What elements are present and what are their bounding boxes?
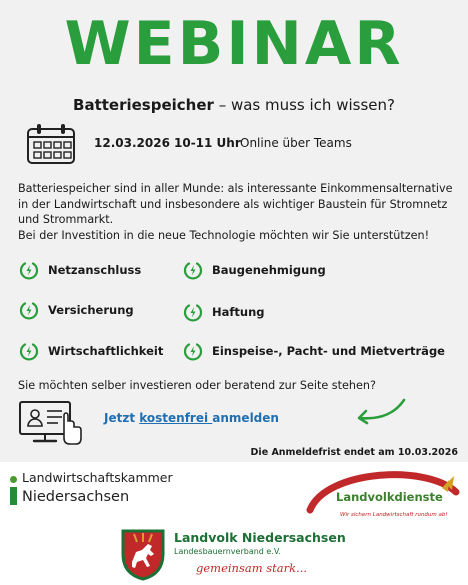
register-link[interactable] [104, 410, 279, 426]
event-details [24, 121, 454, 167]
subtitle [0, 95, 468, 115]
feature-label: Einspeise-, Pacht- und Mietverträge [212, 344, 445, 358]
event-time: 10-11 Uhr [174, 136, 241, 150]
lwk-logo [8, 470, 208, 510]
power-plug-icon [182, 301, 204, 323]
lwk-logo-text: Landwirtschaftskammer [22, 470, 173, 485]
subtitle-topic: Batteriespeicher [73, 96, 214, 114]
feature-label: Haftung [212, 305, 265, 319]
arrow-left-icon [352, 396, 408, 426]
lvd-logo-slogan: Wir sichern Landwirtschaft rundum ab! [340, 512, 448, 518]
feature-label: Wirtschaftlichkeit [48, 344, 164, 358]
registration-deadline: Die Anmeldefrist endet am 10.03.2026 [250, 447, 458, 458]
lwk-logo-mark [10, 476, 17, 483]
feature-label: Versicherung [48, 303, 134, 317]
power-plug-icon [18, 299, 40, 321]
feature-label: Baugenehmigung [212, 263, 326, 277]
description-paragraph: Batteriespeicher sind in aller Munde: als interessante Einkommensalternative in der Landwirtschaft und insbesondere als wichtiger Baustein für Stromnetz und Strommarkt. [18, 182, 453, 226]
power-plug-icon [182, 340, 204, 362]
subtitle-question: – was muss ich wissen? [213, 96, 395, 114]
description [18, 181, 458, 243]
lwk-logo-text: Niedersachsen [22, 489, 130, 505]
power-plug-icon [182, 259, 204, 281]
online-registration-icon [18, 400, 84, 446]
lvn-logo-text: Landvolk Niedersachsen [174, 530, 346, 545]
page-title: WEBINAR [64, 9, 404, 79]
landvolkdienste-logo [306, 466, 462, 526]
cta-prefix: Jetzt [104, 411, 140, 425]
power-plug-icon [18, 259, 40, 281]
lwk-logo-bar [10, 487, 17, 505]
lvd-logo-text: Landvolkdienste [336, 490, 443, 504]
event-date: 12.03.2026 [94, 136, 170, 150]
horse-emblem-icon [120, 526, 166, 581]
question-text: Sie möchten selber investieren oder beratend zur Seite stehen? [18, 379, 376, 392]
description-paragraph: Bei der Investition in die neue Technologie möchten wir Sie unterstützen! [18, 228, 430, 242]
feature-label: Netzanschluss [48, 263, 142, 277]
calendar-icon [24, 121, 78, 167]
cta-suffix: anmelden [212, 411, 279, 425]
event-location: Online über Teams [240, 136, 352, 150]
lvn-logo-subtext: Landesbauernverband e.V. [174, 547, 281, 556]
power-plug-icon [18, 340, 40, 362]
cta-underlined: kostenfrei [139, 411, 213, 425]
lvn-logo-slogan: gemeinsam stark... [196, 561, 308, 575]
